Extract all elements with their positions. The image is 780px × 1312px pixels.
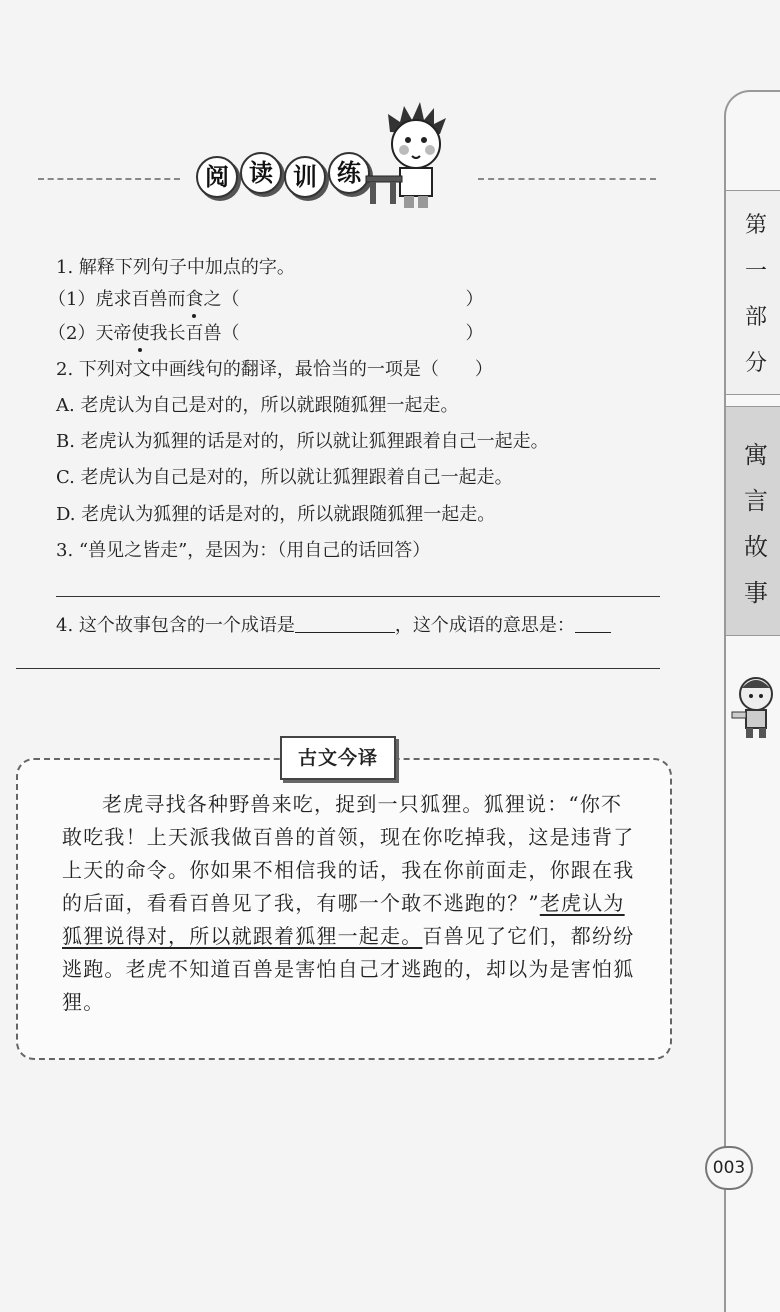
meaning-blank[interactable] — [575, 612, 611, 633]
option-b: B. 老虎认为狐狸的话是对的，所以就让狐狸跟着自己一起走。 — [56, 431, 549, 452]
title-char: 读 — [240, 152, 282, 194]
item-close: ） — [465, 323, 484, 344]
section-char: 事 — [744, 578, 768, 607]
dotted-char: 食 — [185, 289, 204, 310]
item-text-pre: 虎求百兽而 — [95, 289, 186, 310]
translation-paragraph-3: 百兽见了它们，都纷纷逃跑。老虎不知道百兽是害怕自己才逃跑的，却以为是害怕狐狸。 — [62, 924, 635, 1014]
title-char: 阅 — [196, 156, 238, 198]
question-4 — [56, 612, 611, 638]
question-4-part-b: ，这个成语的意思是： — [394, 615, 575, 636]
part-char: 分 — [744, 350, 767, 376]
reading-boy-illustration — [360, 92, 470, 212]
option-c: C. 老虎认为自己是对的，所以就让狐狸跟着自己一起走。 — [56, 467, 513, 488]
title-char: 练 — [328, 152, 370, 194]
item-text-pre: 天帝 — [95, 323, 132, 344]
header-divider-left — [38, 178, 180, 180]
item-text-post: 之（ — [203, 289, 240, 310]
question-4-part-a: 4. 这个故事包含的一个成语是 — [56, 615, 295, 636]
section-char: 故 — [744, 532, 768, 561]
answer-line-q4[interactable] — [16, 668, 660, 669]
translation-paragraph-1: 老虎寻找各种野兽来吃，捉到一只狐狸。狐狸说：“你不敢吃我！上天派我做百兽的首领，现在你吃掉我，这是违背了上天的命令。你如果不相信我的话，我在你前面走，你跟在我的后面，看看百兽见了我，有哪一个敢不逃跑的？” — [62, 792, 635, 915]
part-char: 部 — [744, 304, 767, 330]
small-kid-illustration — [728, 672, 780, 742]
item-close: ） — [465, 289, 484, 310]
part-char: 一 — [744, 259, 767, 285]
idiom-blank[interactable] — [295, 612, 395, 633]
option-a: A. 老虎认为自己是对的，所以就跟随狐狸一起走。 — [56, 395, 459, 416]
question-3: 3. “兽见之皆走”，是因为：（用自己的话回答） — [56, 540, 431, 561]
section-char: 言 — [744, 486, 768, 515]
option-d: D. 老虎认为狐狸的话是对的，所以就跟随狐狸一起走。 — [56, 504, 496, 525]
section-char: 寓 — [744, 440, 768, 469]
sidebar-tab-section — [726, 406, 780, 636]
translation-underlined-sentence: 老虎认为狐狸说得对，所以就跟着狐狸一起走。 — [62, 891, 625, 948]
question-1-item-2 — [48, 322, 483, 346]
header-divider-right — [478, 178, 656, 180]
question-1-item-1 — [48, 288, 483, 312]
part-char: 第 — [744, 213, 767, 239]
translation-title: 古文今译 — [280, 736, 396, 780]
title-char: 训 — [284, 156, 326, 198]
sidebar-tab-part — [726, 190, 780, 395]
question-2: 2. 下列对文中画线句的翻译，最恰当的一项是（ ） — [56, 359, 493, 380]
dotted-char: 使 — [131, 323, 150, 344]
question-1: 1. 解释下列句子中加点的字。 — [56, 257, 295, 278]
item-number: （1） — [48, 289, 96, 310]
answer-line-q3[interactable] — [56, 596, 660, 597]
page-number: 003 — [705, 1146, 753, 1190]
item-text-post: 我长百兽（ — [149, 323, 240, 344]
item-number: （2） — [48, 323, 96, 344]
translation-text — [62, 788, 642, 1019]
